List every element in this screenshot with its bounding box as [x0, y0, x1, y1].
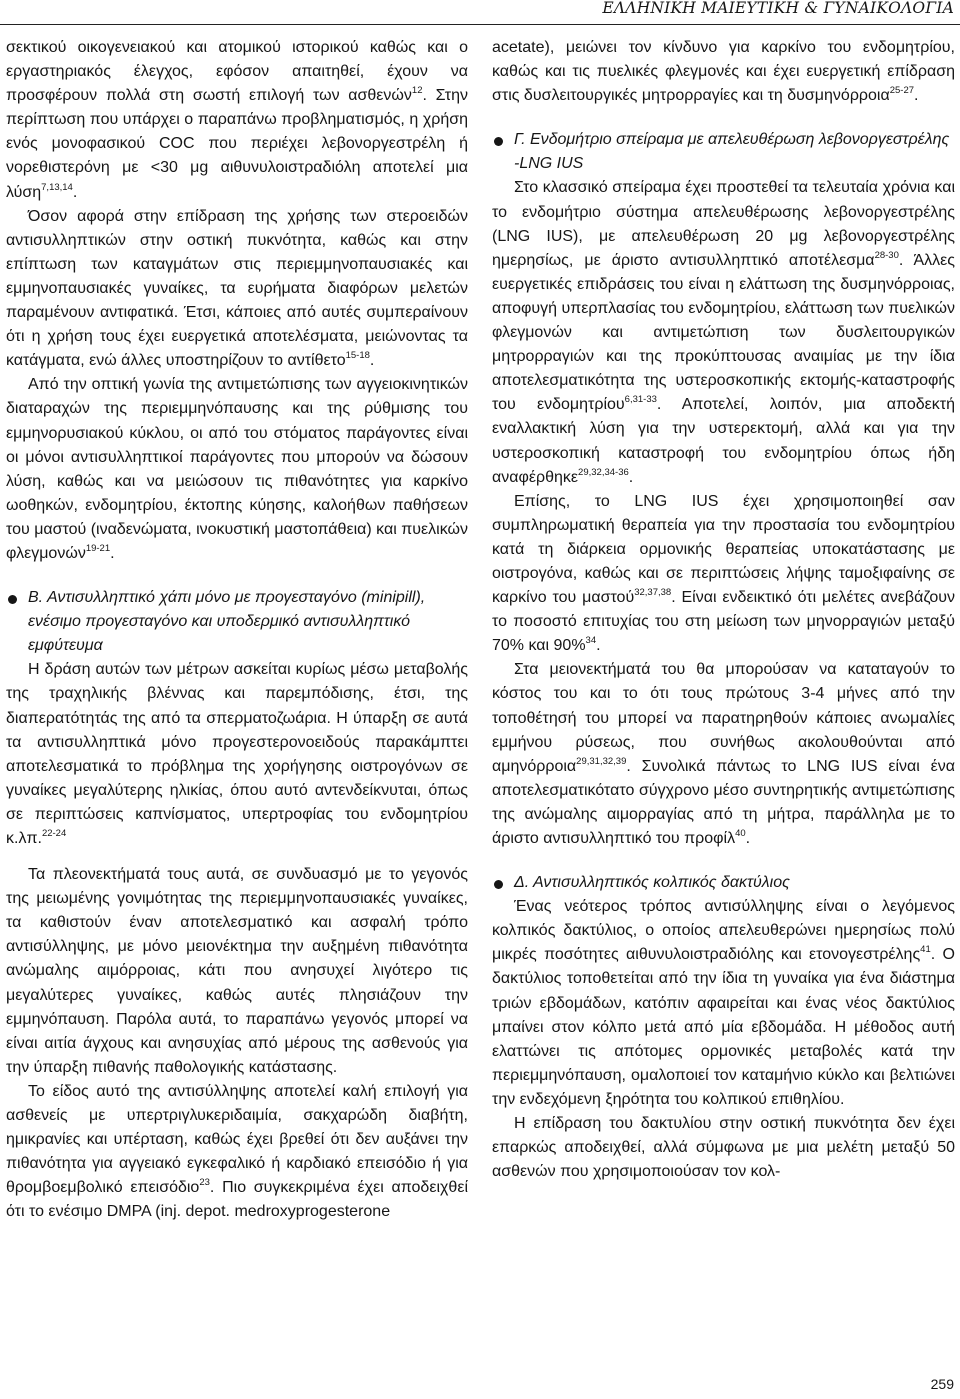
paragraph: Επίσης, το LNG IUS έχει χρησιμοποιηθεί σαν συμπληρωματική θεραπεία για την προστασία του ενδομητρίου κατά τη διάρκεια ορμονικής θεραπείας υποκατάστασης με οιστρογόνα, καθώς και σε περιπτώσεις λήψης ταμοξιφαίνης σε καρκίνο του μαστού$^{32,37,38}$. Είναι ενδεικτικό ότι μελέτες ανεβάζουν το ποσοστό επιτυχίας του στη μείωση των μηνορραγιών μεταξύ 70% και 90%$^{34}$. — [492, 492, 955, 655]
citation: 22-24 — [41, 828, 67, 839]
paragraph: Στα μειονεκτήματά του θα μπορούσαν να καταταγούν το κόστος του και το ότι τους πρώτους 3-4 μήνες από την τοποθέτησή του μπορεί να παρατηρηθούν κάποιες ανωμαλίες εμμήνου ρύσεως, που συνήθως ακολουθούνται από αμηνόρροια$^{29,31,32,39}$. Συνολικά πάντως το LNG IUS είναι ένα αποτελεσματικότατο σύγχρονο μέσο συντηρητικής αντιμετώπισης της ανώμαλης αιμορραγίας από τη μήτρα, παράλληλα με το άριστο αντισυλληπτικό του προφίλ$^{40}$. — [492, 661, 955, 847]
page-number: 259 — [930, 1376, 954, 1392]
section-heading-g: Γ. Ενδομήτριο σπείραμα με απελευθέρωση λεβονοργεστρέλης -LNG IUS — [492, 128, 955, 176]
citation: 7,13,14 — [41, 181, 73, 193]
citation: 23 — [199, 1177, 210, 1189]
citation: 41 — [920, 944, 931, 956]
paragraph: Τα πλεονεκτήματά τους αυτά, σε συνδυασμό με το γεγονός της μειωμένης γονιμότητας της περιεμμηνοπαυσιακές γυναίκες, τα καθιστούν έναν αποτελεσματικό και ασφαλή τρόπο αντισύλληψης, με μόνο μειονέκτημα την αυξημένη πιθανότητα ανώμαλης αιμόρροιας, κάτι που ανησυχεί λιγότερο τις μεγαλύτερες γυναίκες, καθώς αυτές πλησιάζουν την εμμηνόπαυση. Παρόλα αυτά, το παραπάνω γεγονός μπορεί να είναι αιτία άγχους και ανησυχίας από μέρους της ασθενούς για την ύπαρξη πιθανής παθολογικής κατάστασης. — [6, 866, 468, 1076]
running-header — [0, 0, 960, 25]
paragraph: acetate), μειώνει τον κίνδυνο για καρκίνο του ενδομητρίου, καθώς και τις πυελικές φλεγμονές και έχει ευεργετική επίδραση στις δυσλειτουργικές μητρορραγίες και τη δυσμηνόρροια$^{25-27}$. — [492, 39, 955, 105]
bullet-icon — [494, 880, 503, 889]
citation: 6,31-33 — [624, 394, 657, 406]
citation: 15-18 — [345, 350, 370, 362]
citation: 12 — [411, 85, 423, 97]
paragraph: Από την οπτική γωνία της αντιμετώπισης των αγγειοκινητικών διαταραχών της περιεμμηνόπαυσης και της ρύθμισης του εμμηνορυσιακού κύκλου, οι από του στόματος παράγοντες είναι οι μόνοι αντισυλληπτικοί παράγοντες που μπορούν να δώσουν λύση, καθώς και να μειώσουν τις πιθανότητες για καρκίνο ωοθηκών, ενδομητρίου, έκτοπης κύησης, καλοήθων παθήσεων του μαστού (ιναδενώματα, ινοκυστική μαστοπάθεια) και πυελικών φλεγμονών$^{19-21}$. — [6, 376, 468, 562]
citation: 34 — [585, 635, 597, 647]
paragraph: Η δράση αυτών των μέτρων ασκείται κυρίως μέσω μεταβολής της τραχηλικής βλέννας και παρεμπόδισης, έτσι, της διαπερατότητάς της από τα σπερματοζωάρια. Η ύπαρξη σε αυτά τα αντισυλληπτικά μόνο προγεστερονοειδούς παρακάμπτει αποτελεσματικά το πρόβλημα της χορήγησης οιστρογόνων σε γυναίκες μεγαλύτερης ηλικίας, όπου αυτό αντενδείκνυται, όπως σε περιπτώσεις καπνίσματος, υπερτροφίας του ενδομητρίου κ.λπ.$^{22-24}$ — [6, 661, 468, 847]
paragraph: σεκτικού οικογενειακού και ατομικού ιστορικού καθώς και ο εργαστηριακός έλεγχος, εφόσον απαιτηθεί, έχουν να προσφέρουν πολλά στη σωστή επιλογή των ασθενών$^{12}$. Στην περίπτωση που υπάρχει ο παραπάνω προβληματισμός, η χρήση ενός μονοφασικού COC που περιέχει λεβονοργεστρέλη ή νορεθιστερόνη με <30 μg αιθυνυλοιστραδιόλη αποτελεί μια λύση$^{7,13,14}$. — [6, 39, 468, 201]
citation: 19-21 — [85, 542, 111, 554]
citation: 29,32,34-36 — [578, 466, 629, 478]
paragraph: Η επίδραση του δακτυλίου στην οστική πυκνότητα δεν έχει επαρκώς αποδειχθεί, αλλά σύμφωνα με μια μελέτη μεταξύ 50 ασθενών που χρησιμοποιούσαν τον κολ- — [492, 1115, 955, 1181]
journal-title: ΕΛΛΗΝΙΚΗ ΜΑΙΕΥΤΙΚΗ & ΓΥΝΑΙΚΟΛΟΓΙΑ — [602, 0, 954, 17]
paragraph: Το είδος αυτό της αντισύλληψης αποτελεί καλή επιλογή για ασθενείς με υπερτριγλυκεριδαιμία, σακχαρώδη διαβήτη, ημικρανίες και υπέρταση, καθώς έχει βρεθεί ότι δεν αυξάνει την πιθανότητα για αγγειακό εγκεφαλικό ή καρδιακό επεισόδιο ή για θρομβοεμβολικό επεισόδιο$^{23}$. Πιο συγκεκριμένα έχει αποδειχθεί ότι το ενέσιμο DMPA (inj. depot. medroxyprogesterone — [6, 1082, 468, 1221]
citation: 29,31,32,39 — [576, 755, 627, 767]
bullet-icon — [8, 595, 17, 604]
citation: 28-30 — [874, 249, 899, 261]
paragraph: Ένας νεότερος τρόπος αντισύλληψης είναι ο λεγόμενος κολπικός δακτύλιος, ο οποίος απελευθερώνει ημερησίως πολύ μικρές ποσότητες αιθυνυλοιστραδιόλης και ετονογεστρέλης$^{41}$. Ο δακτύλιος τοποθετείται από την ίδια τη γυναίκα για ένα διάστημα τριών εβδομάδων, κατόπιν αφαιρείται και ένας νέος δακτύλιος μπαίνει στον κόλπο μετά από μία εβδομάδα. Η μέθοδος αυτή ελαττώνει τις απότομες ορμονικές μεταβολές κατά την περιεμμηνόπαυση, ομαλοποιεί τον καταμήνιο κύκλο και βελτιώνει την ενδεχόμενη ξηρότητα του κολπικού επιθηλίου. — [492, 898, 955, 1108]
left-column — [6, 36, 468, 1376]
paragraph: Όσον αφορά στην επίδραση της χρήσης των στεροειδών αντισυλληπτικών στην οστική πυκνότητα, καθώς και στην επίπτωση των καταγμάτων στις περιεμμηνοπαυσιακές και εμμηνοπαυσιακές γυναίκες, τα ευρήματα διαφόρων μελετών παραμένουν αντιφατικά. Έτσι, κάποιες από αυτές συμπεραίνουν ότι η χρήση τους έχει ευεργετικά αποτελέσματα, μειώνοντας τα κατάγματα, ενώ άλλες υποστηρίζουν το αντίθετο$^{15-18}$. — [6, 207, 468, 370]
citation: 40 — [735, 828, 746, 839]
section-heading-d: Δ. Αντισυλληπτικός κολπικός δακτύλιος — [492, 871, 955, 895]
citation: 32,37,38 — [634, 587, 672, 599]
section-heading-b: Β. Αντισυλληπτικό χάπι μόνο με προγεσταγόνο (minipill), ενέσιμο προγεσταγόνο και υποδερμικό αντισυλληπτικό εμφύτευμα — [6, 586, 468, 658]
citation: 25-27 — [889, 85, 915, 97]
bullet-icon — [494, 137, 503, 146]
right-column — [492, 36, 955, 1376]
paragraph: Στο κλασσικό σπείραμα έχει προστεθεί τα τελευταία χρόνια και το ενδομήτριο σύστημα απελευθέρωσης λεβονοργεστρέλης (LNG IUS), με απελευθέρωση 20 μg λεβονοργεστρέλης ημερησίως, με άριστο αντισυλληπτικό αποτέλεσμα$^{28-30}$. Άλλες ευεργετικές επιδράσεις του είναι η ελάττωση της δυσμηνόρροιας, αποφυγή υπερπλασίας του ενδομητρίου, ελάττωση των πυελικών φλεγμονών και αντιμετώπιση των δυσλειτουργικών μητρορραγιών και της προκύπτουσας αναιμίας με την ίδια αποτελεσματικότητα της υστεροσκοπικής εκτομής-καταστροφής του ενδομητρίου$^{6,31-33}$. Αποτελεί, λοιπόν, μια αποδεκτή εναλλακτική λύση για την υστερεκτομή, αλλά και για την υστεροσκοπική καταστροφή του ενδομητρίου όπως ήδη αναφέρθηκε$^{29,32,34-36}$. — [492, 179, 955, 486]
